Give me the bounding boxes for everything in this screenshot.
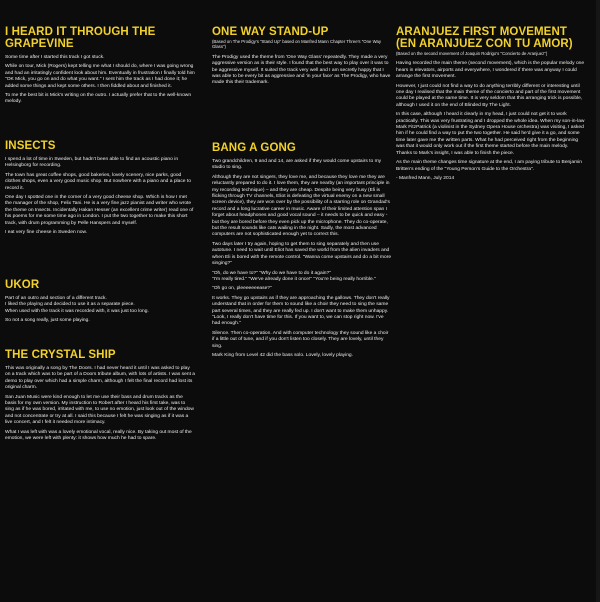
section-crystal-ship — [5, 349, 195, 442]
paragraph: The town has great coffee shops, good bakeries, lovely scenery, nice parks, good clothes shops, even a very good music shop. But nowhere with a piano and a place to record it. — [5, 172, 191, 191]
paragraph: This was originally a song by The Doors. I had never heard it until I was asked to play on a track which was to be part of a Doors tribute album, with lots of artists. I was sent a demo to play over which had a simple charm, although I felt the final record had lost its original charm. — [5, 366, 196, 391]
paragraph: Mark King from Level 42 did the bass solo. Lovely, lovely playing. — [212, 352, 353, 358]
paragraph: Part of an outro and section of a different track. I liked the playing and decided to use it as a separate piece. When used with the track it was recorded with, it was just too long. — [5, 296, 149, 314]
paragraph: "Oh, do we have to?" "Why do we have to do it again?" "I'm really tired." "We've already done it once!" "You're being really horrible." — [212, 270, 376, 282]
paragraph: Some time after I started this track I got stuck. — [5, 55, 105, 60]
paragraph: I eat very fine cheese in Sweden now. — [5, 230, 88, 236]
section-title: ONE WAY STAND-UP — [212, 26, 329, 38]
section-bang-a-gong — [212, 142, 392, 359]
section-title: ARANJUEZ FIRST MOVEMENT (EN ARANJUEZ CON TU AMOR) — [396, 26, 573, 50]
section-title: UKOR — [5, 279, 40, 291]
section-ukor — [5, 279, 195, 325]
paragraph: However, I just could not find a way to do anything terribly different or interesting until one day I realised that the main theme of the concierto and part of the first movement could be played at the same time. It is very seldom that this arranging trick is possible, although I used it on the end of Blinded By The Light. — [396, 83, 583, 108]
paragraph: In this case, although I heard it clearly in my head, I just could not get it to work practically. This was very frustrating and I dropped the whole idea. When my son-in-law Mark FitzPatrick (a violinist in the Sydney Opera House orchestra) was visiting, I asked him if he could find a way to put the two together. He said he'd give it a go, and some time later gave me the written parts. What he had perceived right from the beginning was that it would only work out if the first theme started before the main melody. Thanks to Mark's insight, I was able to finish the piece. — [396, 112, 585, 156]
paragraph: "Oh go on, pleeeeeeease?" — [212, 286, 272, 292]
paragraph: The Prodigy used the theme from 'One Way Glass' repeatedly. They made a very aggressive version as is their style. I found that the best way to play over it was to be aggressive myself. It suited the track very well and I am secretly happy that I was able to be every bit as aggressive and 'in your face' as The Prodigy, who have made this their trademark. — [212, 54, 391, 86]
paragraph: To me the best bit is Mick's writing on the outro. I actually prefer that to the well-known melody. — [5, 93, 192, 105]
paragraph: As the main theme changes time signature at the end, I am paying tribute to Benjamin Britten's ending of the "Young Person's Guide to the Orchestra". — [396, 160, 582, 172]
paragraph: While on tour, Mick (Rogers) kept telling me what I should do, where I was going wrong and had an irritatingly confident look about him. Eventually in frustration I finally told him "OK Mick, you go on and do what you want." I sent him the track as I had done it; he added some things and kept some others. I then fiddled about and finished it. — [5, 64, 195, 89]
section-grapevine — [5, 26, 195, 106]
section-subtitle: (Based on the second movement of Joaquin Rodrigo's "Concierto de Aranjuez") — [396, 51, 548, 56]
paragraph: It works. They go upstairs as if they are approaching the gallows. They don't really understand that in order for them to sound like a choir they need to sing the same part several times, and they are really fed up. I don't want to make them unhappy. "Look, I really don't have time for this. If you want to, we can stop right now. I've had enough." — [212, 295, 390, 327]
paragraph: One day I spotted one in the corner of a very good cheese shop. Which is how I met the manager of the shop, Felix Tani. He is a very fine jazz pianist and writer who wrote the theme on Insects. Incidentally Hakan Hesser (an excellent crime writer) read one of his poems for me some time ago in London. I put the two together to make this short track, with drum programming by Pelle Hanspers and myself. — [5, 195, 194, 226]
paragraph: Having recorded the main theme (second movement), which is the popular melody one hears in elevators, airports and everywhere, I wondered if there was anyway I could arrange the first movement. — [396, 61, 585, 80]
paragraph: Two grandchildren, 9 and and 14, are asked if they would come upstairs to my studio to sing. — [212, 159, 382, 171]
section-title: THE CRYSTAL SHIP — [5, 349, 116, 361]
section-one-way-stand-up — [212, 26, 392, 87]
section-title: BANG A GONG — [212, 142, 296, 154]
section-title: INSECTS — [5, 140, 56, 152]
signature-line: - Manfred Mann, July 2014 — [396, 175, 455, 181]
section-insects — [5, 140, 195, 236]
paragraph: I spend a lot of time in Sweden, but hadn't been able to find an acoustic piano in Helsingborg for recording. — [5, 157, 179, 169]
paragraph: Two days later I try again, hoping to get them to sing separately and then use autotune. I need to wait until Eliot has saved the world from the alien invaders and when Eli is bored with the remote control. "Wanna come upstairs and do a bit more singing?" — [212, 241, 392, 267]
paragraph: Although they are not singers, they love me, and because they love me they are reluctantly prepared to do it. I love them, they are nearby (an important principle in my recording technique) – and they are cheap. Despite being very busy (Eli is flicking through TV channels, Eliot is defeating the virtual enemy on a new small screen device), they are won over by the possibility of a starring role on Grandad's record and a long lucrative career in music. Aware of their limited attention span I forget about headphones and good vocal sound – it needs to be quick and easy - but they are bored before they even pick up the microphone. They do co-operate, but the result sounds like cats wailing in the night. Sadly, the most advanced computers are not sophisticated enough yet to correct this. — [212, 174, 390, 238]
paragraph: What I was left with was a lovely emotional vocal, really nice. By taking out most of the emotion, we were left with plenty: it shows how much he had to spare. — [5, 429, 192, 442]
section-aranjuez — [396, 26, 586, 182]
paragraph: Silence. Then co-operation. And with computer technology they sound like a choir if a little out of tune, and if you don't listen too closely. They are lovely, until they sing. — [212, 330, 389, 349]
paragraph: San Juan Music were kind enough to let me use their bass and drum tracks as the basis for my own version. My instruction to Robert after I heard his first take, was to sing as if he was bored, irritated with me, to use no emotion, just look out of the window and not concentrate or try at all. I said this because I felt he was singing as if it was a live concert, and I felt it needed more intimacy. — [5, 394, 194, 426]
section-title: I HEARD IT THROUGH THE GRAPEVINE — [5, 26, 156, 50]
section-subtitle: (Based on The Prodigy's "Stand Up" based on Manfred Mann Chapter Three's "One Way Glass") — [212, 39, 382, 50]
paragraph: So not a song really, just some playing. — [5, 318, 90, 324]
